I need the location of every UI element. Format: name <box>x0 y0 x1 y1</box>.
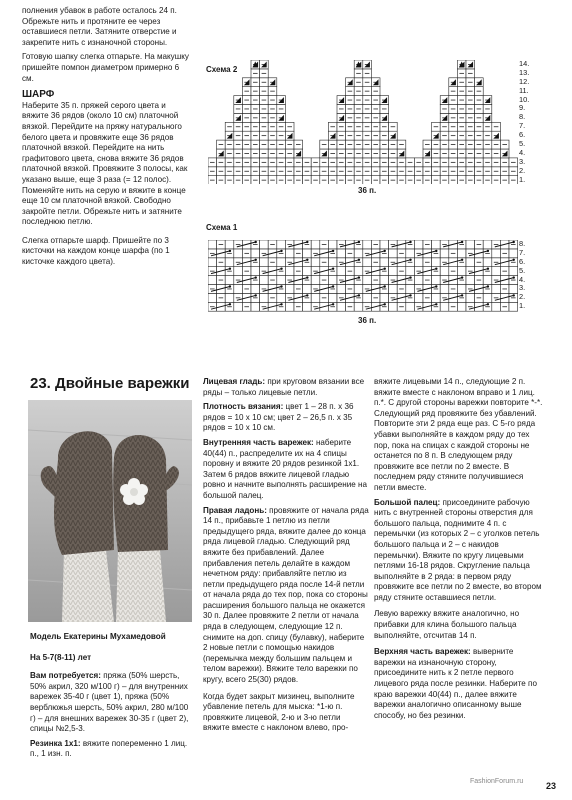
cable-arrow-head <box>255 276 257 278</box>
cable-arrow-head <box>358 276 360 278</box>
row-number: 1. <box>519 301 526 311</box>
chart-cell <box>380 293 389 302</box>
rib-paragraph <box>30 739 196 760</box>
thumb-heading: Большой палец: <box>374 497 441 507</box>
cable-arrow-head <box>435 303 437 305</box>
instructions-column-2 <box>203 377 369 738</box>
scheme2-row-numbers <box>519 60 529 184</box>
cable-arrow-head <box>487 268 489 270</box>
row-number: 9. <box>519 103 526 113</box>
cable-arrow-head <box>229 250 231 252</box>
chart-cell <box>440 249 449 258</box>
chart-cell <box>328 293 337 302</box>
chart-cell <box>457 302 466 311</box>
chart-cell <box>380 240 389 249</box>
chart-cell <box>225 240 234 249</box>
cable-arrow-head <box>280 285 282 287</box>
row-number: 5. <box>519 265 526 275</box>
row-number: 6. <box>519 256 526 266</box>
chart-cell <box>466 258 475 267</box>
cable-arrow-head <box>358 259 360 261</box>
chart-cell <box>328 240 337 249</box>
cable-arrow-head <box>229 268 231 270</box>
chart-cell <box>492 249 501 258</box>
row-number: 13. <box>519 67 530 77</box>
chart-cell <box>457 285 466 294</box>
chart-cell <box>277 240 286 249</box>
chart-cell <box>303 267 312 276</box>
chart-cell <box>509 285 518 294</box>
chart-cell <box>208 258 217 267</box>
chart-cell <box>483 276 492 285</box>
cable-arrow-head <box>409 276 411 278</box>
cable-arrow-head <box>280 250 282 252</box>
chart-cell <box>406 249 415 258</box>
chart-cell <box>303 249 312 258</box>
scheme1-title: Схема 1 <box>206 223 238 232</box>
row-number: 8. <box>519 239 526 248</box>
gauge-heading: Плотность вязания: <box>203 402 284 412</box>
cable-arrow-head <box>332 250 334 252</box>
outer-text: выверните варежки на изнаночную сторону, присоедините нить к 2 петле первого лицевого ряда после резинки. Наберите по краю варежки 40(44) п., далее вяжите варежки аналогично описанному выше способу, но без резинки. <box>374 647 537 720</box>
chart-cell <box>337 249 346 258</box>
chart-cell <box>260 293 269 302</box>
cable-arrow-head <box>435 268 437 270</box>
row-number: 4. <box>519 274 526 284</box>
cable-arrow-head <box>255 259 257 261</box>
pinky-paragraph: Когда будет закрыт мизинец, выполните убавление петель для мыска: *1-ю п. провяжите лицевой, 2-ю и 3-ю петли вяжите вместе с наклоном влево, про- <box>203 691 355 733</box>
chart-cell <box>285 249 294 258</box>
row-number: 7. <box>519 247 526 257</box>
row-number: 12. <box>519 76 530 86</box>
chart-cell <box>432 258 441 267</box>
cable-arrow-head <box>384 268 386 270</box>
cable-arrow-head <box>280 303 282 305</box>
chart-cell <box>311 293 320 302</box>
cable-arrow-head <box>306 259 308 261</box>
outer-paragraph <box>374 647 544 721</box>
cable-arrow-head <box>435 250 437 252</box>
chart-cell <box>483 258 492 267</box>
scheme1-grid <box>208 240 518 312</box>
chart-cell <box>303 302 312 311</box>
chart-cell <box>234 285 243 294</box>
right-palm-text: провяжите от начала ряда 14 п., прибавьте 1 петлю из петли предыдущего ряда, вяжите далее до конца ряда лицевой гладью. Следующий ряд вяжите без прибавлений. Далее прибавления петель делайте в каждом нечетном ряду: прибавляйте петлю из петли предыдущего ряда после 14-й петли от начала ряда до тех пор, пока со стороны расширения большого пальца не окажется 30 п. Далее провяжите 2 петли от начала ряда в следующем, следующие 12 п. снимите на доп. спицу (булавку), наберите 2 новые петли с помощью накидов (перемычка между большим пальцем и телом варежки). Вяжите тело варежки по кругу, всего 25(30) рядов. <box>203 505 369 685</box>
scheme2-grid <box>208 60 518 184</box>
size-label: На 5-7(8-11) лет <box>30 652 92 662</box>
chart-cell <box>225 293 234 302</box>
chart-cell <box>354 285 363 294</box>
chart-cell <box>234 249 243 258</box>
rib-text: вяжите попеременно 1 лиц. п., 1 изн. п. <box>30 738 188 759</box>
cable-arrow-head <box>461 259 463 261</box>
chart-cell <box>483 293 492 302</box>
scheme2-title: Схема 2 <box>206 65 238 74</box>
chart-cell <box>337 267 346 276</box>
chart-cell <box>389 302 398 311</box>
stockinette-paragraph <box>203 377 369 398</box>
chart-cell <box>466 240 475 249</box>
cable-arrow-head <box>513 259 515 261</box>
chart-cell <box>492 267 501 276</box>
chart-cell <box>389 249 398 258</box>
cable-arrow-head <box>461 276 463 278</box>
chart-cell <box>234 267 243 276</box>
chart-cell <box>440 302 449 311</box>
chart-cell <box>363 258 372 267</box>
chart-cell <box>466 293 475 302</box>
thumb-paragraph <box>374 498 544 604</box>
chart-cell <box>492 302 501 311</box>
watermark: FashionForum.ru <box>470 778 524 785</box>
row-number: 6. <box>519 130 526 140</box>
chart-cell <box>466 276 475 285</box>
chart-cell <box>406 302 415 311</box>
chart-cell <box>251 285 260 294</box>
chart-cell <box>509 249 518 258</box>
chart-cell <box>225 276 234 285</box>
chart-cell <box>285 302 294 311</box>
cable-arrow-head <box>513 276 515 278</box>
chart-cell <box>414 258 423 267</box>
cable-arrow-head <box>487 285 489 287</box>
chart-cell <box>492 285 501 294</box>
thumb-text: присоедините рабочую нить с внутренней стороны отверстия для большого пальца, поднимите 4 п. с перемычки (из которых 2 – с уголков петель большого пальца и 2 – с накидов перемычки). Вяжите по кругу лицевыми петлями 16-18 рядов. Скругление пальца выполняйте в 2 ряда: в первом ряду провяжите все петли по 2 вместе, во втором ряду стяните оставшиеся петли. <box>374 497 542 602</box>
cable-arrow-head <box>487 250 489 252</box>
row-number: 14. <box>519 59 530 68</box>
chart-cell <box>389 267 398 276</box>
chart-cell <box>208 240 217 249</box>
chart-cell <box>509 302 518 311</box>
materials-column <box>30 632 196 764</box>
chart-cell <box>208 293 217 302</box>
chart-cell <box>260 258 269 267</box>
chart-cell <box>251 249 260 258</box>
chart-cell <box>414 293 423 302</box>
row-number: 10. <box>519 94 530 104</box>
author-credit: Модель Екатерины Мухамедовой <box>30 632 166 641</box>
inner-heading: Внутренняя часть варежек: <box>203 437 314 447</box>
mittens-photo <box>28 400 192 622</box>
cable-arrow-head <box>461 241 463 243</box>
chart-cell <box>337 302 346 311</box>
row-number: 1. <box>519 174 526 184</box>
rib-heading: Резинка 1х1: <box>30 738 81 748</box>
scheme2-width-label: 36 п. <box>358 186 377 195</box>
row-number: 4. <box>519 147 526 157</box>
gauge-paragraph <box>203 402 369 434</box>
chart-cell <box>363 293 372 302</box>
row-number: 3. <box>519 283 526 293</box>
cable-arrow-head <box>435 285 437 287</box>
inner-text: наберите 40(44) п., распределите их на 4 спицы поровну и вяжите 20 рядов резинкой 1х1. Затем 6 рядов вяжите лицевой гладью ровно и начните выполнять расширение на большой палец. <box>203 437 368 500</box>
chart-cell <box>406 267 415 276</box>
chart-cell <box>208 276 217 285</box>
chart-cell <box>363 240 372 249</box>
scheme1-row-numbers <box>519 240 525 311</box>
chart-cell <box>363 276 372 285</box>
row-number: 3. <box>519 156 526 166</box>
paragraph-scarf-finish: Слегка отпарьте шарф. Пришейте по 3 кисточки на каждом конце шарфа (по 1 кисточке каждого цвета). <box>22 235 170 267</box>
chart-cell <box>328 258 337 267</box>
chart-cell <box>354 249 363 258</box>
page-number: 23 <box>546 781 557 791</box>
scarf-heading: ШАРФ <box>22 89 55 101</box>
inner-paragraph <box>203 438 369 502</box>
paragraph-decreases: полнения убавок в работе осталось 24 п. Обрежьте нить и протяните ее через оставшиеся петли. Затяните отверстие и закрепите нить с изнаночной стороны. <box>22 6 177 47</box>
cable-arrow-head <box>409 259 411 261</box>
chart-cell <box>225 258 234 267</box>
outer-heading: Верхняя часть варежек: <box>374 647 471 657</box>
cable-arrow-head <box>358 294 360 296</box>
chart-cell <box>432 276 441 285</box>
paragraph-scarf: Наберите 35 п. пряжей серого цвета и вяжите 36 рядов (около 10 см) платочной вязкой. Перейдите на пряжу натурального белого цвета и провяжите еще 36 рядов платочной вязкой. Перейдите на нить графитового цвета, снова вяжите 36 рядов платочной вязкой. Провяжите 3 полосы, как указано выше, еще 3 раза (= 12 полос). Поменяйте нить на серую и вяжите в конце еще 10 см платочной вязкой. Свободно закройте петли. Обрежьте нить и затяните последнюю петлю. <box>22 100 188 227</box>
row-number: 5. <box>519 139 526 149</box>
cable-arrow-head <box>332 303 334 305</box>
chart-cell <box>260 240 269 249</box>
chart-cell <box>260 276 269 285</box>
cable-arrow-head <box>384 285 386 287</box>
chart-cell <box>414 240 423 249</box>
chart-cell <box>311 276 320 285</box>
materials-heading: Вам потребуется: <box>30 671 101 681</box>
cable-arrow-head <box>409 294 411 296</box>
chart-cell <box>509 267 518 276</box>
cable-arrow-head <box>229 285 231 287</box>
chart-cell <box>440 267 449 276</box>
row-number: 11. <box>519 85 529 95</box>
chart-cell <box>277 258 286 267</box>
cable-arrow-head <box>229 303 231 305</box>
chart-cell <box>277 276 286 285</box>
right-palm-paragraph <box>203 506 369 686</box>
stockinette-heading: Лицевая гладь: <box>203 377 266 386</box>
cable-arrow-head <box>358 241 360 243</box>
row-number: 2. <box>519 292 526 302</box>
stockinette-text: при круговом вязании все ряды – только лицевые петли. <box>203 377 365 397</box>
chart-cell <box>251 267 260 276</box>
chart-cell <box>311 258 320 267</box>
cable-arrow-head <box>306 276 308 278</box>
cable-arrow-head <box>487 303 489 305</box>
top-left-text <box>22 6 192 272</box>
gauge-text: цвет 1 – 28 п. х 36 рядов = 10 х 10 см; цвет 2 – 26,5 п. х 35 рядов = 10 х 10 см. <box>203 402 354 433</box>
paragraph-pompon: Готовую шапку слегка отпарьте. На макушку пришейте помпон диаметром примерно 6 см. <box>22 52 189 83</box>
cable-arrow-head <box>409 241 411 243</box>
chart-cell <box>457 249 466 258</box>
cable-arrow-head <box>384 303 386 305</box>
cable-arrow-head <box>461 294 463 296</box>
chart-cell <box>440 285 449 294</box>
materials-text: пряжа (50% шерсть, 50% акрил, 320 м/100 г) – для внутренних варежек 35-40 г (цвет 1), пряжа (50% верблюжья шерсть, 50% акрил, 280 м/100 г) – для внешних варежек 30-35 г (цвет 2), спицы №2,5-3. <box>30 671 189 734</box>
row-number: 2. <box>519 165 526 175</box>
chart-cell <box>251 302 260 311</box>
chart-cell <box>285 267 294 276</box>
cable-arrow-head <box>513 241 515 243</box>
materials-paragraph <box>30 671 196 735</box>
cable-arrow-head <box>332 285 334 287</box>
cable-arrow-head <box>332 268 334 270</box>
left-mitten-paragraph: Левую варежку вяжите аналогично, но прибавки для клина большого пальца выполняйте, отсчитав 14 п. <box>374 609 520 640</box>
cable-arrow-head <box>255 294 257 296</box>
cable-arrow-head <box>513 294 515 296</box>
cable-arrow-head <box>306 241 308 243</box>
chart-cell <box>311 240 320 249</box>
chart-cell <box>414 276 423 285</box>
decrease-paragraph: вяжите лицевыми 14 п., следующие 2 п. вяжите вместе с наклоном вправо и 1 лиц. п.*. С другой стороны варежки повторите *-*. Следующий ряд провяжите без убавлений. Повторите эти 2 ряда еще раз. С 5-го ряда убавки выполняйте в каждом ряду до тех пор, пока на спицах с каждой стороны не останется по 8 п. В следующем ряду провяжите все петли по 2 вместе. В последнем ряду стяните получившиеся петли вместе. <box>374 377 543 492</box>
scheme1-width-label: 36 п. <box>358 316 377 325</box>
row-number: 8. <box>519 112 526 122</box>
chart-cell <box>354 267 363 276</box>
chart-cell <box>380 258 389 267</box>
chart-cell <box>483 240 492 249</box>
cable-arrow-head <box>384 250 386 252</box>
cable-arrow-head <box>280 268 282 270</box>
chart-cell <box>303 285 312 294</box>
row-number: 7. <box>519 121 526 131</box>
chart-cell <box>389 285 398 294</box>
chart-cell <box>354 302 363 311</box>
chart-cell <box>285 285 294 294</box>
chart-cell <box>337 285 346 294</box>
cable-arrow-head <box>255 241 257 243</box>
chart-cell <box>277 293 286 302</box>
instructions-column-3 <box>374 377 544 725</box>
chart-cell <box>406 285 415 294</box>
chart-cell <box>432 293 441 302</box>
chart-cell <box>457 267 466 276</box>
cable-arrow-head <box>306 294 308 296</box>
right-palm-heading: Правая ладонь: <box>203 505 267 515</box>
chart-cell <box>432 240 441 249</box>
chart-cell <box>328 276 337 285</box>
section-title: 23. Двойные варежки <box>30 375 190 392</box>
chart-cell <box>380 276 389 285</box>
chart-cell <box>234 302 243 311</box>
